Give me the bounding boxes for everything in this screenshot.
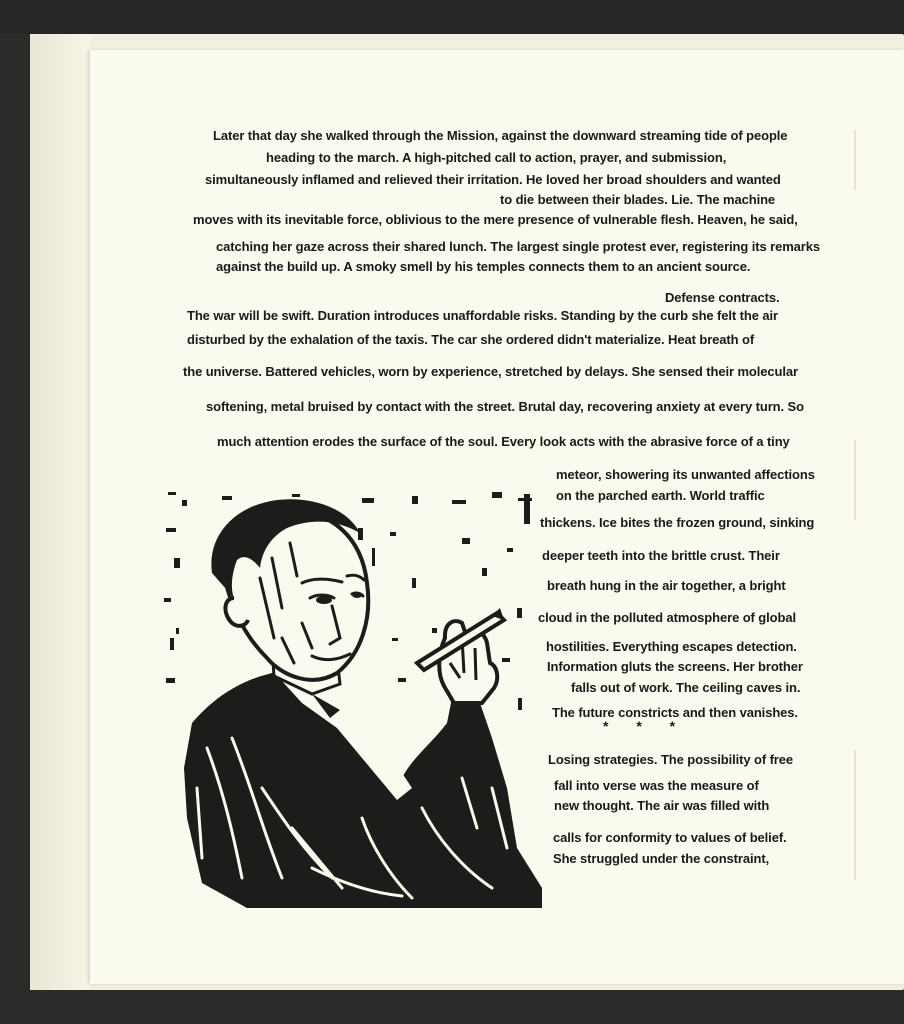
page-edge-mark bbox=[854, 440, 856, 520]
section-separator: * * * bbox=[603, 718, 676, 734]
text-line: cloud in the polluted atmosphere of global bbox=[538, 610, 796, 625]
text-line: thickens. Ice bites the frozen ground, sinking bbox=[540, 515, 815, 530]
text-line: Defense contracts. bbox=[665, 290, 780, 305]
text-line: hostilities. Everything escapes detection. bbox=[546, 639, 797, 654]
text-line: Information gluts the screens. Her brother bbox=[547, 659, 803, 674]
text-line: softening, metal bruised by contact with the street. Brutal day, recovering anxiety at every turn. So bbox=[206, 399, 804, 414]
text-line: meteor, showering its unwanted affections bbox=[556, 467, 815, 482]
text-line: on the parched earth. World traffic bbox=[556, 488, 765, 503]
text-line: catching her gaze across their shared lunch. The largest single protest ever, registering its remarks bbox=[216, 239, 821, 254]
text-line: deeper teeth into the brittle crust. Their bbox=[542, 548, 780, 563]
text-line: heading to the march. A high-pitched call to action, prayer, and submission, bbox=[266, 150, 727, 165]
woodcut-portrait-illustration bbox=[162, 488, 547, 913]
text-line: to die between their blades. Lie. The machine bbox=[500, 192, 776, 207]
page-fold bbox=[30, 34, 90, 990]
scan-backdrop bbox=[0, 0, 904, 34]
page-edge-mark bbox=[854, 750, 856, 880]
text-line: Later that day she walked through the Mission, against the downward streaming tide of people bbox=[213, 128, 788, 143]
text-line: the universe. Battered vehicles, worn by experience, stretched by delays. She sensed their molecular bbox=[183, 364, 798, 379]
text-line: fall into verse was the measure of bbox=[554, 778, 759, 793]
text-line: moves with its inevitable force, oblivious to the mere presence of vulnerable flesh. Heaven, he said, bbox=[193, 212, 798, 227]
text-line: She struggled under the constraint, bbox=[553, 851, 770, 866]
text-line: Losing strategies. The possibility of free bbox=[548, 752, 794, 767]
text-line: new thought. The air was filled with bbox=[554, 798, 770, 813]
text-line: falls out of work. The ceiling caves in. bbox=[571, 680, 801, 695]
page-edge-mark bbox=[854, 130, 856, 190]
text-line: The war will be swift. Duration introduces unaffordable risks. Standing by the curb she felt the air bbox=[187, 308, 778, 323]
text-line: much attention erodes the surface of the soul. Every look acts with the abrasive force of a tiny bbox=[217, 434, 790, 449]
text-line: breath hung in the air together, a bright bbox=[547, 578, 786, 593]
text-line: The future constricts and then vanishes. bbox=[552, 705, 798, 720]
text-line: calls for conformity to values of belief. bbox=[553, 830, 787, 845]
text-line: against the build up. A smoky smell by his temples connects them to an ancient source. bbox=[216, 259, 751, 274]
text-line: simultaneously inflamed and relieved their irritation. He loved her broad shoulders and wanted bbox=[205, 172, 781, 187]
text-line: disturbed by the exhalation of the taxis. The car she ordered didn't materialize. Heat breath of bbox=[187, 332, 755, 347]
